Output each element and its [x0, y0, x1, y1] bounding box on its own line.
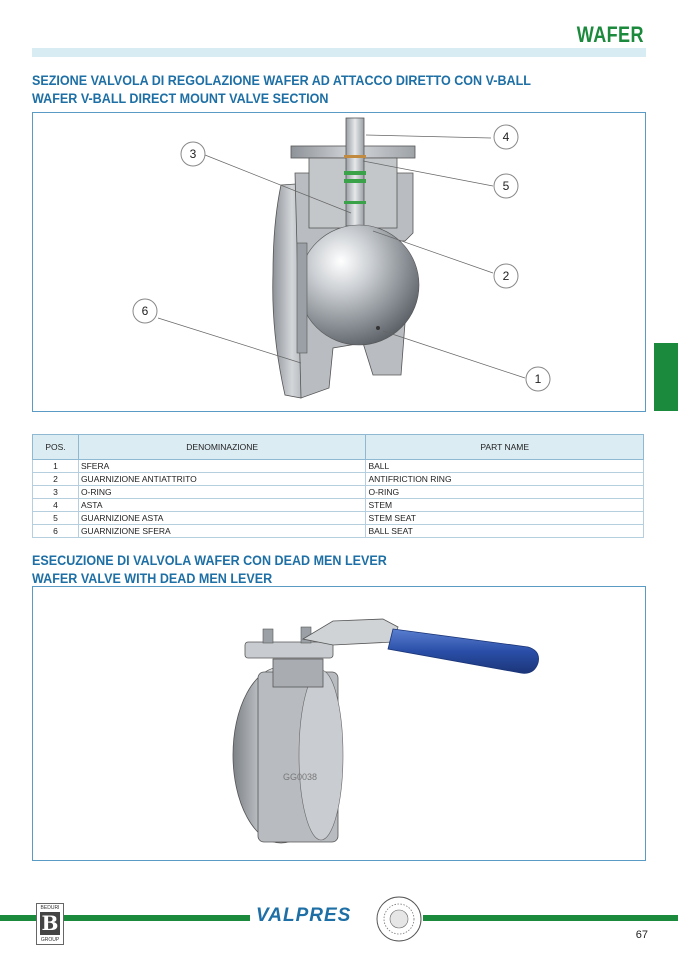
- row-part-name: STEM: [366, 499, 644, 512]
- top-plate: [245, 642, 333, 658]
- row-denominazione: O-RING: [78, 486, 366, 499]
- section2-heading-en: WAFER VALVE WITH DEAD MEN LEVER: [32, 571, 273, 586]
- stem-o-ring: [344, 155, 366, 158]
- column-header-part-name: PART NAME: [366, 435, 644, 460]
- ball: [299, 225, 419, 345]
- table-header-row: [33, 435, 644, 460]
- body-marking: GG0038: [283, 772, 318, 782]
- stem-seat-green-2: [344, 179, 366, 183]
- stem-seat-green-1: [344, 171, 366, 175]
- callout-1: [526, 367, 550, 391]
- valve-neck: [273, 659, 323, 687]
- row-part-name: ANTIFRICTION RING: [366, 473, 644, 486]
- section-side-tab: [654, 343, 678, 411]
- row-denominazione: GUARNIZIONE SFERA: [78, 525, 366, 538]
- valve-section-drawing: [33, 113, 645, 411]
- row-denominazione: GUARNIZIONE ASTA: [78, 512, 366, 525]
- section1-heading-it: SEZIONE VALVOLA DI REGOLAZIONE WAFER AD ATTACCO DIRETTO CON V-BALL: [32, 73, 531, 88]
- row-denominazione: ASTA: [78, 499, 366, 512]
- svg-text:4: 4: [502, 130, 510, 144]
- valve-section-figure: [32, 112, 646, 412]
- callout-3: [181, 142, 205, 166]
- section2-heading-it: ESECUZIONE DI VALVOLA WAFER CON DEAD MEN LEVER: [32, 553, 387, 568]
- stem-seat-green-3: [344, 201, 366, 204]
- column-header-denominazione: DENOMINAZIONE: [78, 435, 366, 460]
- table-row: [33, 499, 644, 512]
- row-denominazione: GUARNIZIONE ANTIATTRITO: [78, 473, 366, 486]
- row-pos: 1: [33, 460, 79, 473]
- row-part-name: O-RING: [366, 486, 644, 499]
- row-denominazione: SFERA: [78, 460, 366, 473]
- callout-6: [133, 299, 157, 323]
- svg-text:2: 2: [502, 269, 510, 283]
- table-row: [33, 486, 644, 499]
- parts-table: [32, 434, 644, 538]
- svg-text:1: 1: [534, 372, 542, 386]
- svg-text:6: 6: [141, 304, 149, 318]
- valve-lever-figure: [32, 586, 646, 861]
- row-pos: 6: [33, 525, 79, 538]
- column-header-pos: POS.: [33, 435, 79, 460]
- row-part-name: STEM SEAT: [366, 512, 644, 525]
- row-pos: 5: [33, 512, 79, 525]
- lever-grip: [388, 629, 539, 673]
- page-number: 67: [635, 929, 648, 941]
- valve-lever-drawing: [33, 587, 645, 860]
- table-row: [33, 512, 644, 525]
- row-pos: 2: [33, 473, 79, 486]
- table-row: [33, 525, 644, 538]
- row-part-name: BALL: [366, 460, 644, 473]
- section1-heading-en: WAFER V-BALL DIRECT MOUNT VALVE SECTION: [32, 91, 329, 106]
- ball-seat: [297, 243, 307, 353]
- callout-5: [494, 174, 518, 198]
- title-bar: [32, 48, 646, 57]
- row-part-name: BALL SEAT: [366, 525, 644, 538]
- svg-text:5: 5: [502, 179, 510, 193]
- beduri-group-logo: BEDURI B GROUP: [36, 903, 64, 945]
- certification-seal-icon: [375, 895, 423, 943]
- footer-line-right: [423, 915, 678, 921]
- row-pos: 4: [33, 499, 79, 512]
- callout-2: [494, 264, 518, 288]
- valpres-logo: VALPRES: [256, 905, 352, 926]
- table-row: [33, 460, 644, 473]
- svg-text:3: 3: [189, 147, 197, 161]
- callout-4: [494, 125, 518, 149]
- lever-arm: [303, 619, 398, 645]
- row-pos: 3: [33, 486, 79, 499]
- table-row: [33, 473, 644, 486]
- page-title: WAFER: [576, 22, 644, 47]
